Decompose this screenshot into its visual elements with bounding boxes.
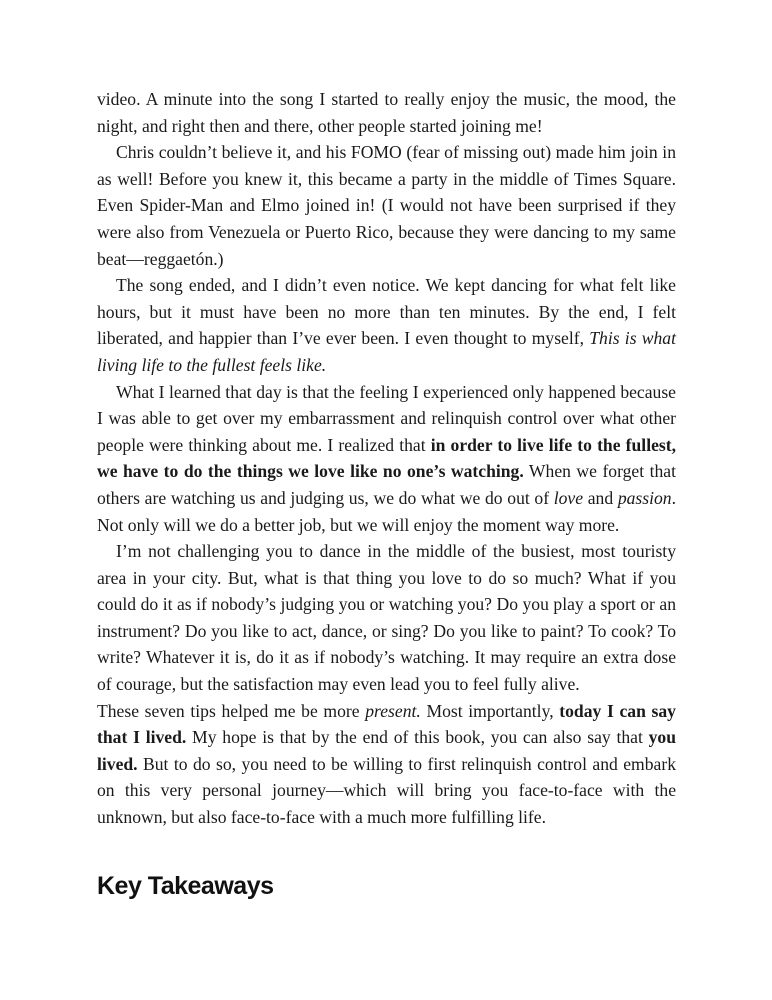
paragraph: [97, 698, 676, 831]
text-run: Most importantly,: [420, 700, 560, 721]
text-run: But to do so, you need to be willing to first relinquish control and embark on this very personal journey—which will bring you face-to-face with the unknown, but also face-to-face with a much more fulfilling life.: [97, 753, 676, 828]
italic-run: passion: [617, 487, 672, 508]
paragraph: [97, 272, 676, 378]
bold-run: today I can say that I lived.: [97, 700, 676, 748]
italic-run: present.: [365, 700, 421, 721]
paragraph: [97, 538, 676, 698]
text-run: I’m not challenging you to dance in the middle of the busiest, most touristy area in your city. But, what is that thing you love to do so much? What if you could do it as if nobody’s judging you or watching you? Do you play a sport or an instrument? Do you like to act, dance, or sing? Do you like to paint? To cook? To write? Whatever it is, do it as if nobody’s watching. It may require an extra dose of courage, but the satisfaction may even lead you to feel fully alive.: [97, 541, 676, 695]
text-run: and: [583, 487, 618, 508]
section-heading: Key Takeaways: [97, 872, 274, 900]
text-run: What I learned that day is that the feeling I experienced only happened because I was able to get over my embarrassment and relinquish control over what other people were thinking about me. I realized that: [97, 381, 676, 455]
text-run: When we forget that others are watching us and judging us, we do what we do out of: [97, 461, 676, 508]
page-body: [97, 86, 676, 831]
text-run: video. A minute into the song I started to really enjoy the music, the mood, the night, and right then and there, other people started joining me!: [97, 89, 676, 136]
text-run: Chris couldn’t believe it, and his FOMO (fear of missing out) made him join in as well! Before you knew it, this became a party in the middle of Times Square. Even Spider-Man and Elmo joined in! (I would not have been surprised if they were also from Venezuela or Puerto Rico, because they were dancing to my same beat—reggaetón.): [97, 142, 676, 269]
paragraph: [97, 139, 676, 272]
bold-run: you lived.: [97, 727, 677, 774]
italic-run: This is what living life to the fullest feels like.: [97, 328, 676, 375]
bold-run: in order to live life to the fullest, we have to do the things we love like no one’s watching.: [97, 434, 676, 482]
italic-run: love: [553, 487, 584, 508]
paragraph: [97, 379, 676, 539]
paragraph: [97, 86, 676, 139]
text-run: . Not only will we do a better job, but we will enjoy the moment way more.: [97, 487, 676, 535]
text-run: These seven tips helped me be more: [97, 700, 366, 721]
text-run: My hope is that by the end of this book, you can also say that: [186, 727, 649, 748]
text-run: The song ended, and I didn’t even notice. We kept dancing for what felt like hours, but it must have been no more than ten minutes. By the end, I felt liberated, and happier than I’ve ever been. I even thought to myself,: [97, 275, 676, 349]
